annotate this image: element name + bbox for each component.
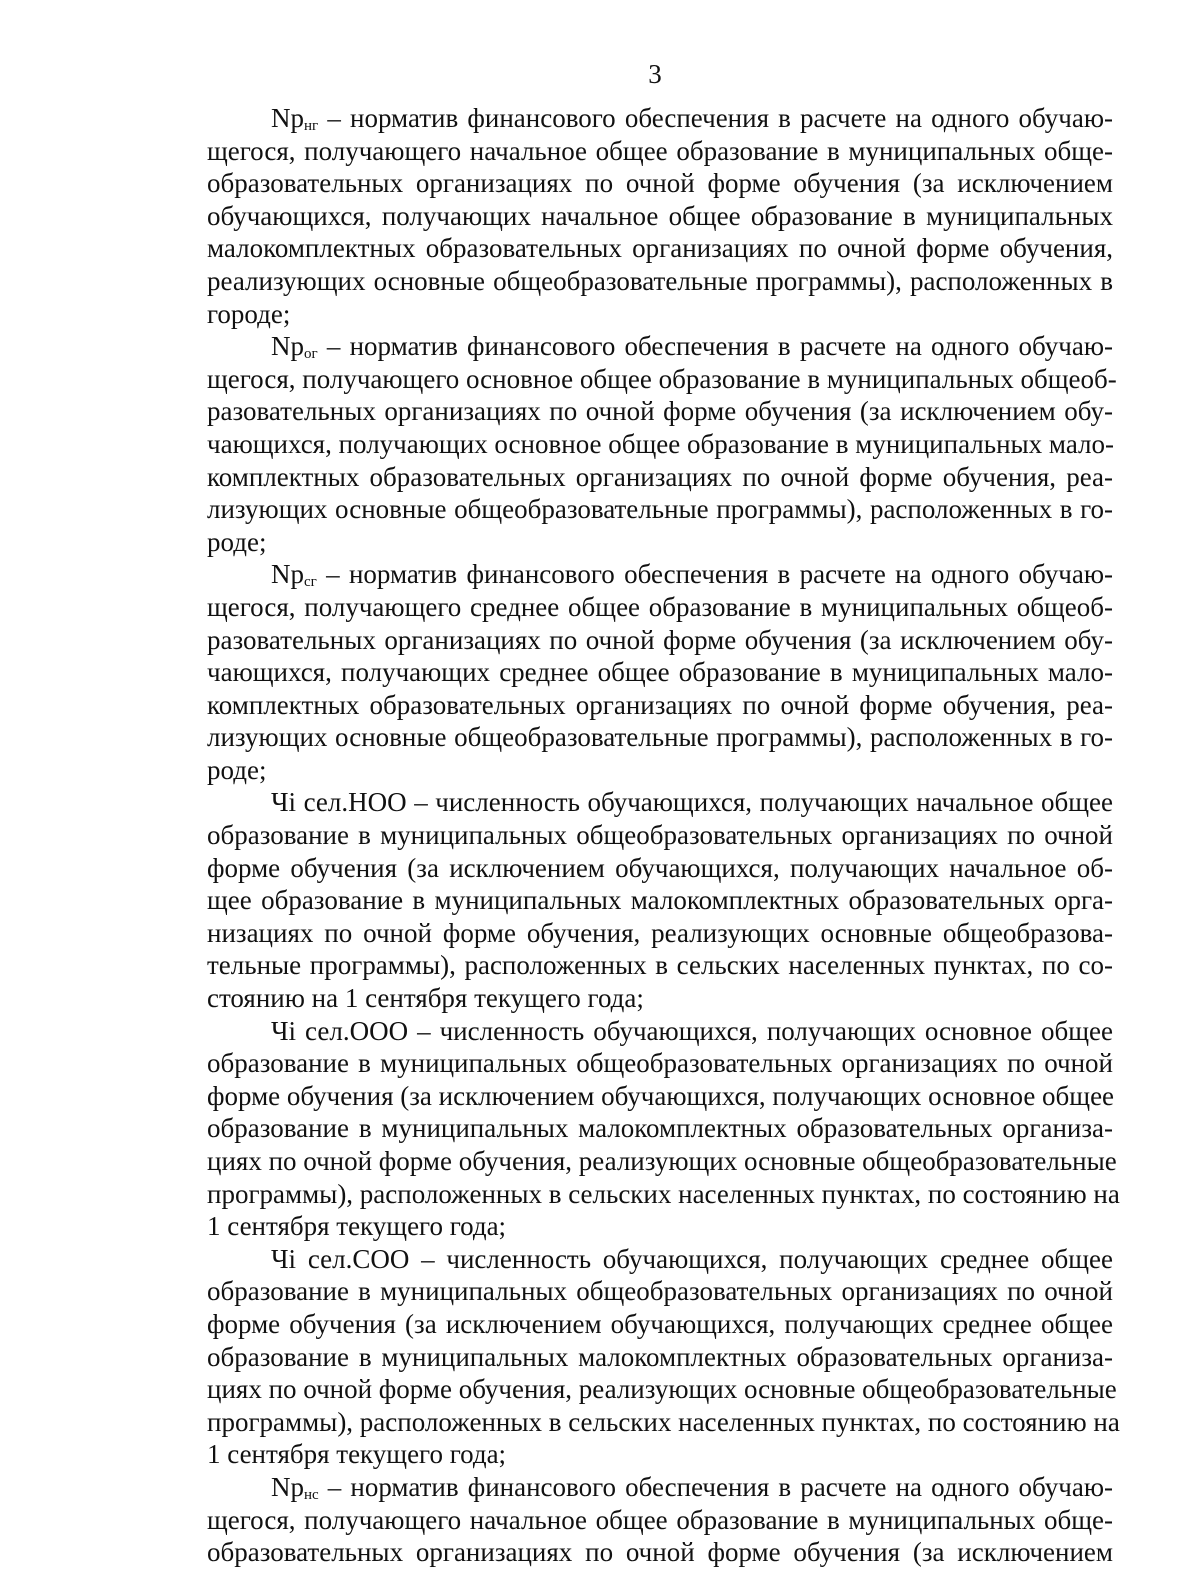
- term-symbol: Np: [271, 103, 304, 133]
- term-symbol: Np: [271, 559, 304, 590]
- text-line: щегося, получающего среднее общее образование в муниципальных общеоб-: [207, 591, 1113, 622]
- text-line: образование в муниципальных общеобразовательных организациях по очной: [207, 1276, 1113, 1307]
- text-line: щее образование в муниципальных малокомплектных образовательных орга-: [207, 885, 1113, 916]
- term-subscript: нг: [304, 118, 319, 134]
- text-line: образование в муниципальных общеобразовательных организациях по очной: [207, 1048, 1113, 1079]
- text-line: форме обучения (за исключением обучающихся, получающих начальное об-: [207, 852, 1113, 883]
- line-text: – норматив финансового обеспечения в расчете на одного обучаю-: [318, 1471, 1113, 1502]
- text-line: образовательных организациях по очной форме обучения (за исключением: [207, 1537, 1113, 1568]
- text-line: программы), расположенных в сельских населенных пунктах, по состоянию на: [207, 1178, 1120, 1209]
- paragraph: [207, 102, 1113, 330]
- text-line: разовательных организациях по очной форме обучения (за исключением обу-: [207, 396, 1113, 427]
- text-line: 1 сентября текущего года;: [207, 1439, 507, 1470]
- paragraph: [207, 1471, 1113, 1569]
- term-subscript: ог: [304, 346, 318, 363]
- text-line: тельные программы), расположенных в сельских населенных пунктах, по со-: [207, 950, 1113, 981]
- paragraph: [207, 558, 1113, 786]
- text-line: щегося, получающего основное общее образование в муниципальных общеоб-: [207, 363, 1117, 394]
- text-line: щегося, получающего начальное общее образование в муниципальных обще-: [207, 135, 1113, 166]
- text-line: 1 сентября текущего года;: [207, 1211, 507, 1242]
- paragraph: [207, 1243, 1120, 1471]
- text-line: Чi сел.НОО – численность обучающихся, получающих начальное общее: [271, 787, 1113, 818]
- paragraph: [207, 1015, 1120, 1243]
- term-symbol: Np: [271, 331, 304, 362]
- text-line: циях по очной форме обучения, реализующих основные общеобразовательные: [207, 1146, 1117, 1176]
- text-line: чающихся, получающих среднее общее образование в муниципальных мало-: [207, 657, 1113, 688]
- text-line: роде;: [207, 754, 267, 785]
- text-line: образование в муниципальных малокомплектных образовательных организа-: [207, 1113, 1113, 1144]
- text-line: комплектных образовательных организациях по очной форме обучения, реа-: [207, 461, 1113, 492]
- term-subscript: сг: [304, 574, 317, 591]
- term-subscript: нс: [304, 1486, 319, 1503]
- paragraph: [207, 330, 1117, 558]
- line-text: – норматив финансового обеспечения в расчете на одного обучаю-: [317, 331, 1113, 362]
- text-line: щегося, получающего начальное общее образование в муниципальных обще-: [207, 1504, 1113, 1535]
- text-line: [207, 330, 1113, 363]
- text-line: Чi сел.СОО – численность обучающихся, получающих среднее общее: [271, 1243, 1113, 1274]
- text-line: лизующих основные общеобразовательные программы), расположенных в го-: [207, 722, 1113, 753]
- page-number: 3: [648, 59, 662, 89]
- text-line: циях по очной форме обучения, реализующих основные общеобразовательные: [207, 1374, 1117, 1405]
- paragraph: [207, 786, 1113, 1014]
- text-line: городе;: [207, 298, 291, 329]
- text-line: Чi сел.ООО – численность обучающихся, получающих основное общее: [271, 1015, 1113, 1046]
- text-line: лизующих основные общеобразовательные программы), расположенных в го-: [207, 494, 1113, 525]
- text-line: разовательных организациях по очной форме обучения (за исключением обу-: [207, 624, 1113, 655]
- text-line: [207, 102, 1113, 135]
- text-line: комплектных образовательных организациях по очной форме обучения, реа-: [207, 689, 1113, 720]
- term-symbol: Np: [271, 1471, 304, 1502]
- line-text: – норматив финансового обеспечения в расчете на одного обучаю-: [316, 559, 1113, 590]
- text-line: форме обучения (за исключением обучающихся, получающих основное общее: [207, 1080, 1115, 1111]
- line-text: – норматив финансового обеспечения в расчете на одного обучаю-: [318, 103, 1113, 133]
- text-line: образование в муниципальных малокомплектных образовательных организа-: [207, 1341, 1113, 1372]
- text-line: [207, 1471, 1113, 1504]
- text-line: программы), расположенных в сельских населенных пунктах, по состоянию на: [207, 1406, 1120, 1437]
- text-line: роде;: [207, 526, 267, 557]
- text-line: обучающихся, получающих начальное общее образование в муниципальных: [207, 200, 1113, 231]
- text-line: форме обучения (за исключением обучающихся, получающих среднее общее: [207, 1308, 1113, 1339]
- text-line: [207, 558, 1113, 591]
- text-line: малокомплектных образовательных организациях по очной форме обучения,: [207, 233, 1113, 264]
- text-line: образовательных организациях по очной форме обучения (за исключением: [207, 168, 1113, 199]
- text-line: низациях по очной форме обучения, реализующих основные общеобразова-: [207, 917, 1113, 948]
- text-line: стоянию на 1 сентября текущего года;: [207, 983, 644, 1014]
- text-line: чающихся, получающих основное общее образование в муниципальных мало-: [207, 428, 1115, 459]
- text-line: реализующих основные общеобразовательные программы), расположенных в: [207, 265, 1113, 296]
- text-line: образование в муниципальных общеобразовательных организациях по очной: [207, 820, 1113, 851]
- document-body: [207, 102, 1120, 1569]
